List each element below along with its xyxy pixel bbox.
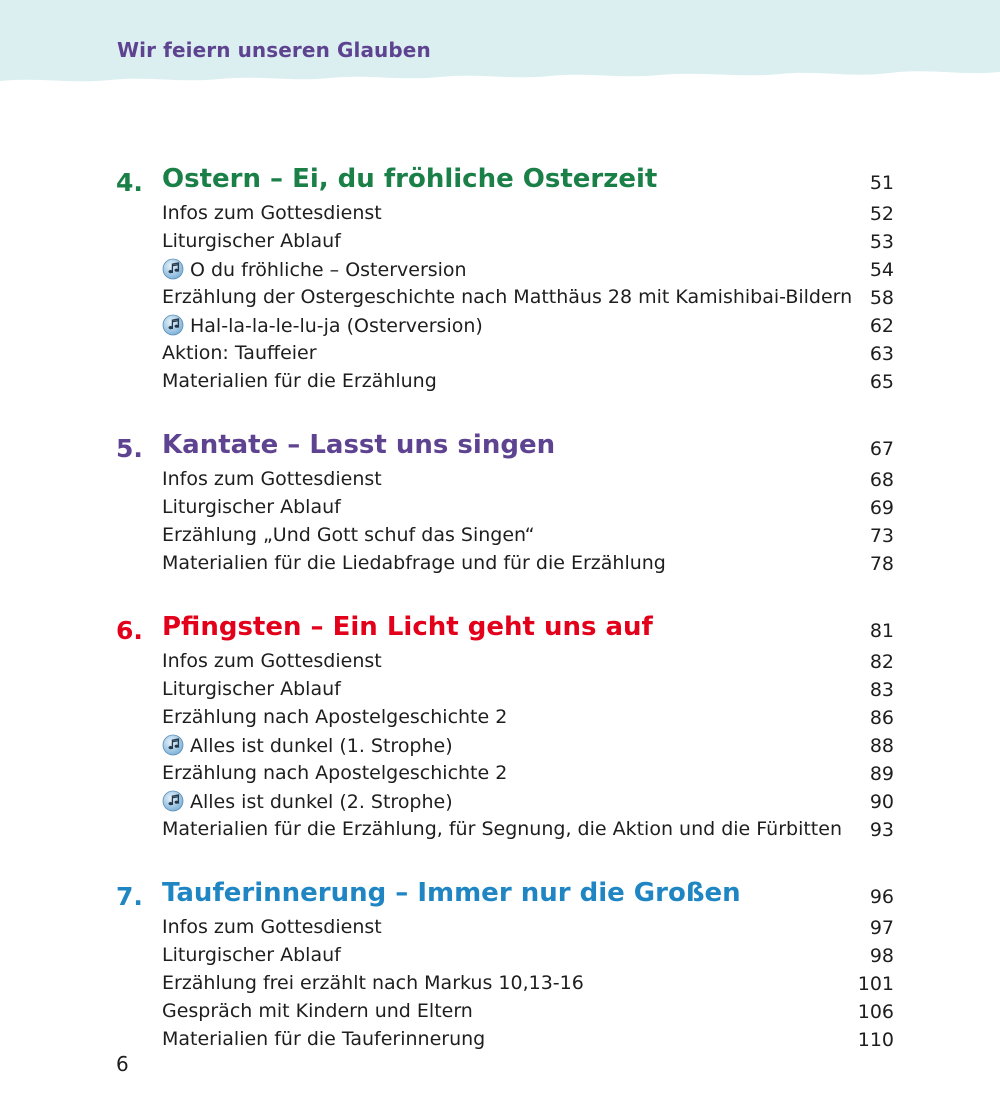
section-title[interactable]: Ostern – Ei, du fröhliche Osterzeit xyxy=(162,164,658,194)
toc-section xyxy=(0,608,1000,846)
toc-entry[interactable] xyxy=(0,552,1000,580)
toc-entry-label: Aktion: Tauffeier xyxy=(162,342,317,364)
section-heading-row[interactable] xyxy=(0,160,1000,202)
toc-entry-page-number: 86 xyxy=(869,707,894,729)
toc-entry-label: Materialien für die Liedabfrage und für die Erzählung xyxy=(162,552,666,574)
toc-entry-page-number: 58 xyxy=(869,287,894,309)
toc-entry-label-wrap xyxy=(162,468,382,490)
music-note-icon xyxy=(162,314,184,336)
toc-entry-label-wrap xyxy=(162,524,535,546)
toc-entry-label-wrap xyxy=(162,496,341,518)
toc-entry-page-number: 68 xyxy=(869,469,894,491)
table-of-contents xyxy=(0,160,1000,1084)
toc-entry-label: Hal-la-la-le-lu-ja (Osterversion) xyxy=(190,315,483,337)
toc-entry-label-wrap xyxy=(162,706,507,728)
toc-entry[interactable] xyxy=(0,916,1000,944)
toc-entry-label: Liturgischer Ablauf xyxy=(162,496,341,518)
toc-entry-label-wrap xyxy=(162,286,852,308)
header-band xyxy=(0,0,1000,82)
section-number: 4. xyxy=(116,168,143,197)
toc-entry[interactable] xyxy=(0,258,1000,286)
section-number: 5. xyxy=(116,434,143,463)
toc-entry-label-wrap xyxy=(162,762,507,784)
toc-entry-label-wrap xyxy=(162,818,842,840)
toc-entry-page-number: 110 xyxy=(857,1029,894,1051)
section-page-number: 96 xyxy=(869,886,894,908)
toc-entry[interactable] xyxy=(0,972,1000,1000)
toc-entry[interactable] xyxy=(0,496,1000,524)
toc-entry[interactable] xyxy=(0,468,1000,496)
toc-entry[interactable] xyxy=(0,342,1000,370)
toc-entry[interactable] xyxy=(0,650,1000,678)
toc-entry-label: O du fröhliche – Osterversion xyxy=(190,259,467,281)
toc-entry-label-wrap xyxy=(162,944,341,966)
toc-entry-label-wrap xyxy=(162,552,666,574)
music-note-icon xyxy=(162,790,184,812)
toc-entry-label-wrap xyxy=(162,342,317,364)
toc-entry-label-wrap xyxy=(162,1028,485,1050)
toc-entry[interactable] xyxy=(0,286,1000,314)
toc-entry-page-number: 63 xyxy=(869,343,894,365)
toc-entry[interactable] xyxy=(0,818,1000,846)
toc-entry[interactable] xyxy=(0,230,1000,258)
section-page-number: 51 xyxy=(869,172,894,194)
toc-entry-page-number: 88 xyxy=(869,735,894,757)
torn-edge-decoration xyxy=(0,58,1000,88)
toc-entry-page-number: 78 xyxy=(869,553,894,575)
toc-entry-label: Erzählung der Ostergeschichte nach Matthäus 28 mit Kamishibai-Bildern xyxy=(162,286,853,308)
section-title[interactable]: Tauferinnerung – Immer nur die Großen xyxy=(162,878,741,908)
toc-entry-page-number: 62 xyxy=(869,315,894,337)
toc-entry[interactable] xyxy=(0,790,1000,818)
toc-entry-label: Infos zum Gottesdienst xyxy=(162,202,382,224)
toc-entry-label: Erzählung „Und Gott schuf das Singen“ xyxy=(162,524,535,546)
toc-entry-label: Erzählung nach Apostelgeschichte 2 xyxy=(162,706,508,728)
toc-entry-label: Materialien für die Erzählung, für Segnung, die Aktion und die Fürbitten xyxy=(162,818,842,840)
toc-entry[interactable] xyxy=(0,1028,1000,1056)
toc-entry-page-number: 98 xyxy=(869,945,894,967)
toc-entry-label-wrap xyxy=(162,370,437,392)
music-note-icon xyxy=(162,734,184,756)
toc-entry-label: Erzählung nach Apostelgeschichte 2 xyxy=(162,762,508,784)
toc-section xyxy=(0,426,1000,580)
toc-entry-label: Liturgischer Ablauf xyxy=(162,678,341,700)
toc-entry-page-number: 90 xyxy=(869,791,894,813)
section-title[interactable]: Pfingsten – Ein Licht geht uns auf xyxy=(162,612,653,642)
toc-entry-page-number: 89 xyxy=(869,763,894,785)
toc-entry[interactable] xyxy=(0,1000,1000,1028)
toc-entry[interactable] xyxy=(0,734,1000,762)
toc-entry-label-wrap xyxy=(162,314,483,337)
toc-entry-page-number: 83 xyxy=(869,679,894,701)
toc-entry[interactable] xyxy=(0,524,1000,552)
toc-entry-label-wrap xyxy=(162,1000,473,1022)
section-heading-row[interactable] xyxy=(0,608,1000,650)
toc-entry-label: Liturgischer Ablauf xyxy=(162,944,341,966)
toc-entry-label-wrap xyxy=(162,678,341,700)
section-title[interactable]: Kantate – Lasst uns singen xyxy=(162,430,556,460)
toc-entry-label: Infos zum Gottesdienst xyxy=(162,650,382,672)
toc-entry-page-number: 53 xyxy=(869,231,894,253)
toc-entry[interactable] xyxy=(0,678,1000,706)
toc-entry-label: Materialien für die Tauferinnerung xyxy=(162,1028,486,1050)
toc-entry[interactable] xyxy=(0,706,1000,734)
toc-entry-label-wrap xyxy=(162,202,382,224)
toc-entry-page-number: 93 xyxy=(869,819,894,841)
toc-entry-page-number: 82 xyxy=(869,651,894,673)
page-number: 6 xyxy=(116,1052,129,1076)
toc-entry-label-wrap xyxy=(162,916,382,938)
toc-entry-label: Materialien für die Erzählung xyxy=(162,370,437,392)
toc-entry-label-wrap xyxy=(162,230,341,252)
toc-entry-page-number: 69 xyxy=(869,497,894,519)
toc-entry-label: Infos zum Gottesdienst xyxy=(162,468,382,490)
section-page-number: 81 xyxy=(869,620,894,642)
toc-entry-label-wrap xyxy=(162,972,584,994)
toc-entry-page-number: 106 xyxy=(857,1001,894,1023)
toc-entry-label-wrap xyxy=(162,734,453,757)
toc-entry[interactable] xyxy=(0,202,1000,230)
toc-entry-label: Erzählung frei erzählt nach Markus 10,13-16 xyxy=(162,972,584,994)
music-note-icon xyxy=(162,258,184,280)
toc-entry[interactable] xyxy=(0,314,1000,342)
toc-section xyxy=(0,160,1000,398)
toc-entry-page-number: 73 xyxy=(869,525,894,547)
section-number: 7. xyxy=(116,882,143,911)
running-header-title: Wir feiern unseren Glauben xyxy=(117,38,431,62)
toc-entry-label-wrap xyxy=(162,790,453,813)
toc-entry[interactable] xyxy=(0,370,1000,398)
toc-entry-label-wrap xyxy=(162,650,382,672)
toc-entry-label: Gespräch mit Kindern und Eltern xyxy=(162,1000,473,1022)
toc-entry-label-wrap xyxy=(162,258,467,281)
section-heading-row[interactable] xyxy=(0,426,1000,468)
toc-entry-page-number: 65 xyxy=(869,371,894,393)
toc-entry-label: Alles ist dunkel (1. Strophe) xyxy=(190,735,453,757)
toc-entry-page-number: 101 xyxy=(857,973,894,995)
toc-entry-label: Infos zum Gottesdienst xyxy=(162,916,382,938)
toc-entry-label: Alles ist dunkel (2. Strophe) xyxy=(190,791,453,813)
section-page-number: 67 xyxy=(869,438,894,460)
toc-entry-label: Liturgischer Ablauf xyxy=(162,230,341,252)
toc-entry-page-number: 52 xyxy=(869,203,894,225)
toc-entry[interactable] xyxy=(0,762,1000,790)
section-number: 6. xyxy=(116,616,143,645)
toc-section xyxy=(0,874,1000,1056)
toc-entry-page-number: 54 xyxy=(869,259,894,281)
toc-entry[interactable] xyxy=(0,944,1000,972)
section-heading-row[interactable] xyxy=(0,874,1000,916)
toc-entry-page-number: 97 xyxy=(869,917,894,939)
